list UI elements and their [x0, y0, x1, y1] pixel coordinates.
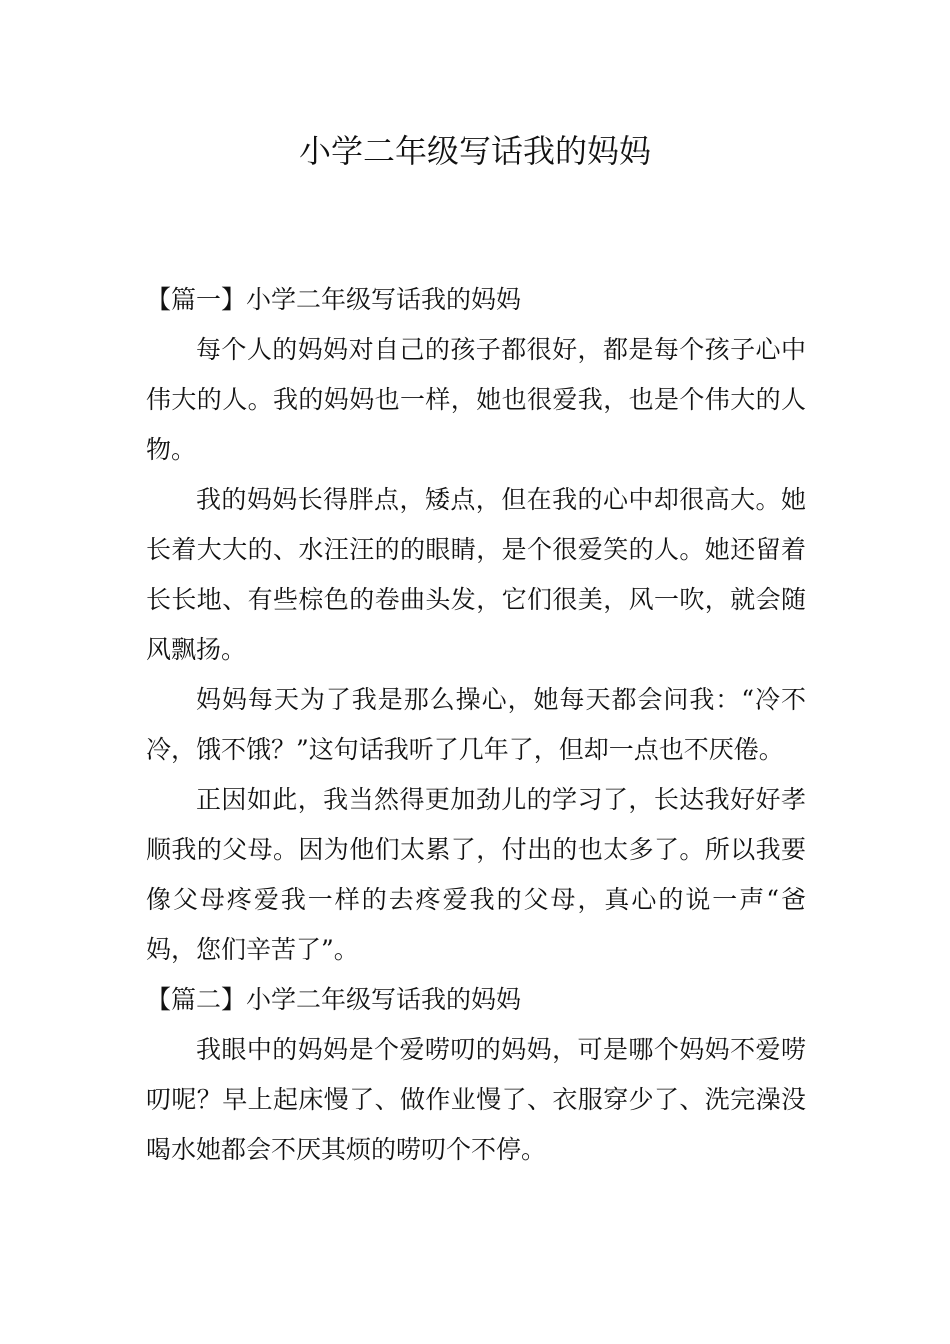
paragraph: 每个人的妈妈对自己的孩子都很好，都是每个孩子心中伟大的人。我的妈妈也一样，她也很爱我，也是个伟大的人物。	[146, 335, 806, 464]
paragraph: 妈妈每天为了我是那么操心，她每天都会问我：“冷不冷，饿不饿？”这句话我听了几年了，但却一点也不厌倦。	[146, 685, 806, 764]
section-heading-2: 【篇二】小学二年级写话我的妈妈	[146, 985, 522, 1014]
document-body	[146, 275, 806, 1175]
paragraph: 我的妈妈长得胖点，矮点，但在我的心中却很高大。她长着大大的、水汪汪的的眼睛，是个很爱笑的人。她还留着长长地、有些棕色的卷曲头发，它们很美，风一吹，就会随风飘扬。	[146, 485, 806, 664]
section-heading-1: 【篇一】小学二年级写话我的妈妈	[146, 285, 522, 314]
paragraph: 正因如此，我当然得更加劲儿的学习了，长达我好好孝顺我的父母。因为他们太累了，付出的也太多了。所以我要像父母疼爱我一样的去疼爱我的父母，真心的说一声“爸妈，您们辛苦了”。	[146, 785, 806, 964]
page-title: 小学二年级写话我的妈妈	[298, 132, 651, 170]
paragraph: 我眼中的妈妈是个爱唠叨的妈妈，可是哪个妈妈不爱唠叨呢？早上起床慢了、做作业慢了、衣服穿少了、洗完澡没喝水她都会不厌其烦的唠叨个不停。	[146, 1035, 806, 1164]
